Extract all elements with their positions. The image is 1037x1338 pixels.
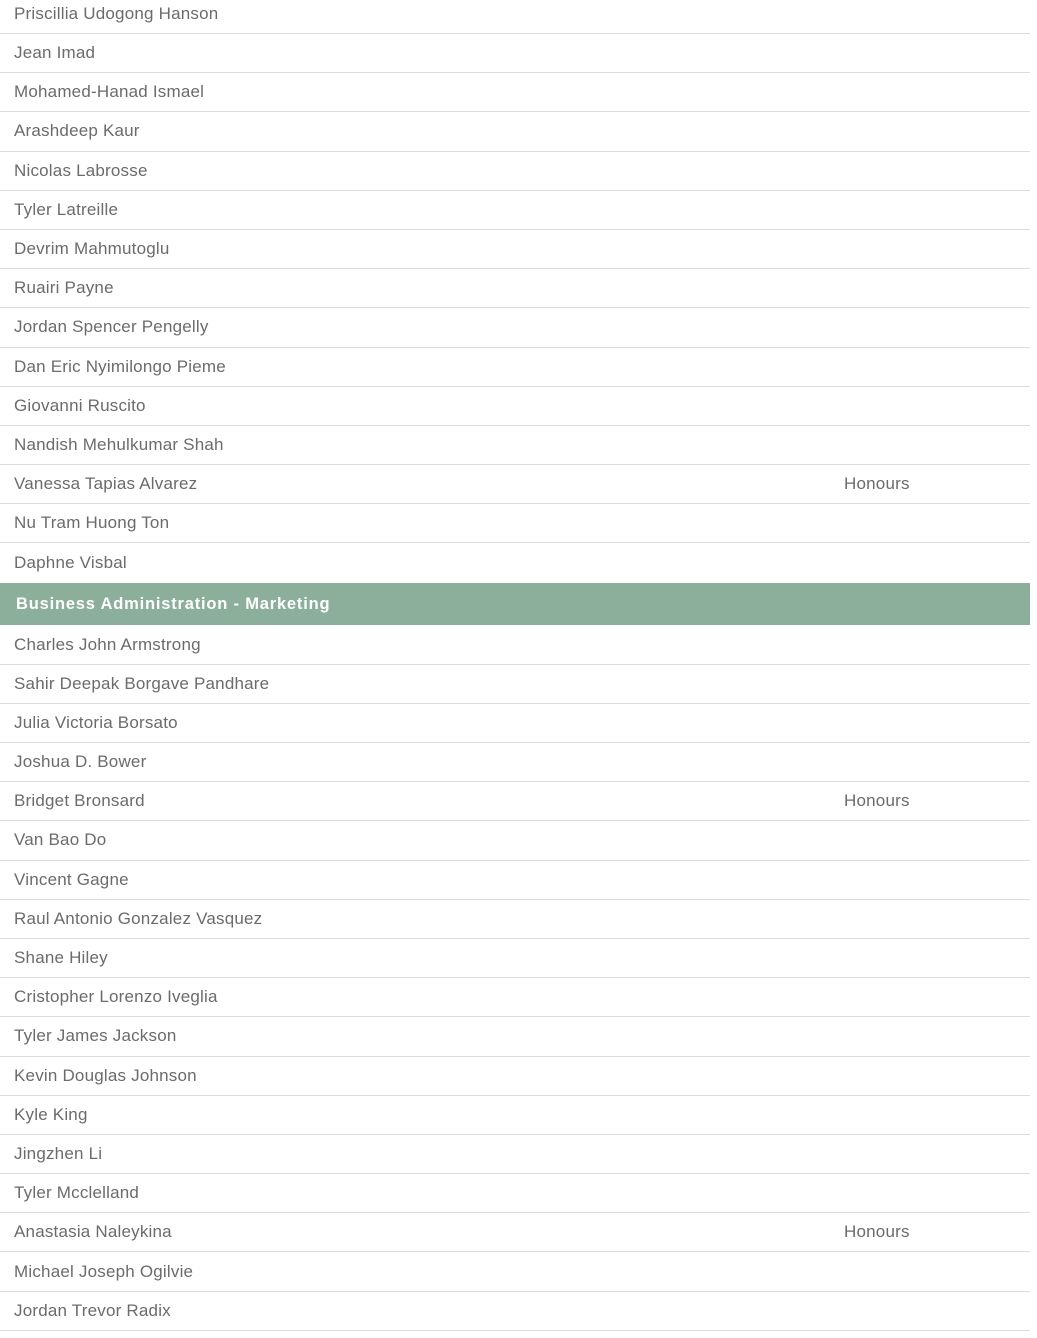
graduate-name: Jingzhen Li <box>14 1143 103 1163</box>
table-row <box>0 1213 1030 1252</box>
graduate-name: Daphne Visbal <box>14 553 127 573</box>
graduate-name: Vanessa Tapias Alvarez <box>14 474 198 494</box>
graduate-group-marketing <box>0 625 1030 1330</box>
table-row <box>0 1135 1030 1174</box>
table-row <box>0 1017 1030 1056</box>
table-row <box>0 1174 1030 1213</box>
graduate-distinction: Honours <box>844 1222 910 1242</box>
graduate-name: Jordan Spencer Pengelly <box>14 317 209 337</box>
graduate-name: Sahir Deepak Borgave Pandhare <box>14 673 270 693</box>
graduate-name: Julia Victoria Borsato <box>14 712 178 732</box>
table-row <box>0 1292 1030 1331</box>
table-row <box>0 543 1030 583</box>
table-row <box>0 269 1030 308</box>
graduate-name: Tyler Mcclelland <box>14 1183 140 1203</box>
table-row <box>0 426 1030 465</box>
graduate-name: Arashdeep Kaur <box>14 121 140 141</box>
graduate-name: Anastasia Naleykina <box>14 1222 172 1242</box>
table-row <box>0 73 1030 112</box>
graduate-name: Nandish Mehulkumar Shah <box>14 434 224 454</box>
table-row <box>0 348 1030 387</box>
table-row <box>0 191 1030 230</box>
graduate-name: Cristopher Lorenzo Iveglia <box>14 987 218 1007</box>
graduate-name: Jean Imad <box>14 43 96 63</box>
table-row <box>0 900 1030 939</box>
table-row <box>0 861 1030 900</box>
table-row <box>0 34 1030 73</box>
table-row <box>0 1096 1030 1135</box>
graduate-name: Joshua D. Bower <box>14 752 147 772</box>
graduate-name: Bridget Bronsard <box>14 791 145 811</box>
table-row <box>0 1057 1030 1096</box>
graduate-name: Devrim Mahmutoglu <box>14 239 170 259</box>
graduate-name: Mohamed-Hanad Ismael <box>14 82 205 102</box>
table-row <box>0 625 1030 664</box>
table-row <box>0 782 1030 821</box>
table-row <box>0 665 1030 704</box>
graduate-name: Michael Joseph Ogilvie <box>14 1261 194 1281</box>
table-row <box>0 308 1030 347</box>
table-row <box>0 939 1030 978</box>
table-row <box>0 1252 1030 1291</box>
table-row <box>0 978 1030 1017</box>
graduate-group-previous <box>0 0 1030 583</box>
graduate-name: Charles John Armstrong <box>14 634 201 654</box>
table-row <box>0 0 1030 34</box>
table-row <box>0 465 1030 504</box>
graduate-name: Ruairi Payne <box>14 278 114 298</box>
graduate-name: Van Bao Do <box>14 830 107 850</box>
table-row <box>0 504 1030 543</box>
graduate-name: Priscillia Udogong Hanson <box>14 4 219 23</box>
graduate-name: Shane Hiley <box>14 948 108 968</box>
table-row <box>0 821 1030 860</box>
graduate-name: Kevin Douglas Johnson <box>14 1065 197 1085</box>
graduate-name: Nicolas Labrosse <box>14 160 148 180</box>
graduate-distinction: Honours <box>844 791 910 811</box>
graduate-distinction: Honours <box>844 474 910 494</box>
table-row <box>0 152 1030 191</box>
graduate-name: Vincent Gagne <box>14 869 129 889</box>
graduate-name: Tyler Latreille <box>14 199 119 219</box>
graduate-name: Jordan Trevor Radix <box>14 1300 171 1320</box>
section-header-marketing <box>0 583 1030 625</box>
graduate-name: Raul Antonio Gonzalez Vasquez <box>14 908 263 928</box>
graduate-name: Dan Eric Nyimilongo Pieme <box>14 356 226 376</box>
table-row <box>0 112 1030 151</box>
graduate-name: Kyle King <box>14 1104 88 1124</box>
graduate-name: Nu Tram Huong Ton <box>14 513 170 533</box>
graduate-name: Tyler James Jackson <box>14 1026 177 1046</box>
table-row <box>0 704 1030 743</box>
table-row <box>0 387 1030 426</box>
table-row <box>0 743 1030 782</box>
graduate-name: Giovanni Ruscito <box>14 395 146 415</box>
section-title: Business Administration - Marketing <box>16 594 331 613</box>
table-row <box>0 230 1030 269</box>
